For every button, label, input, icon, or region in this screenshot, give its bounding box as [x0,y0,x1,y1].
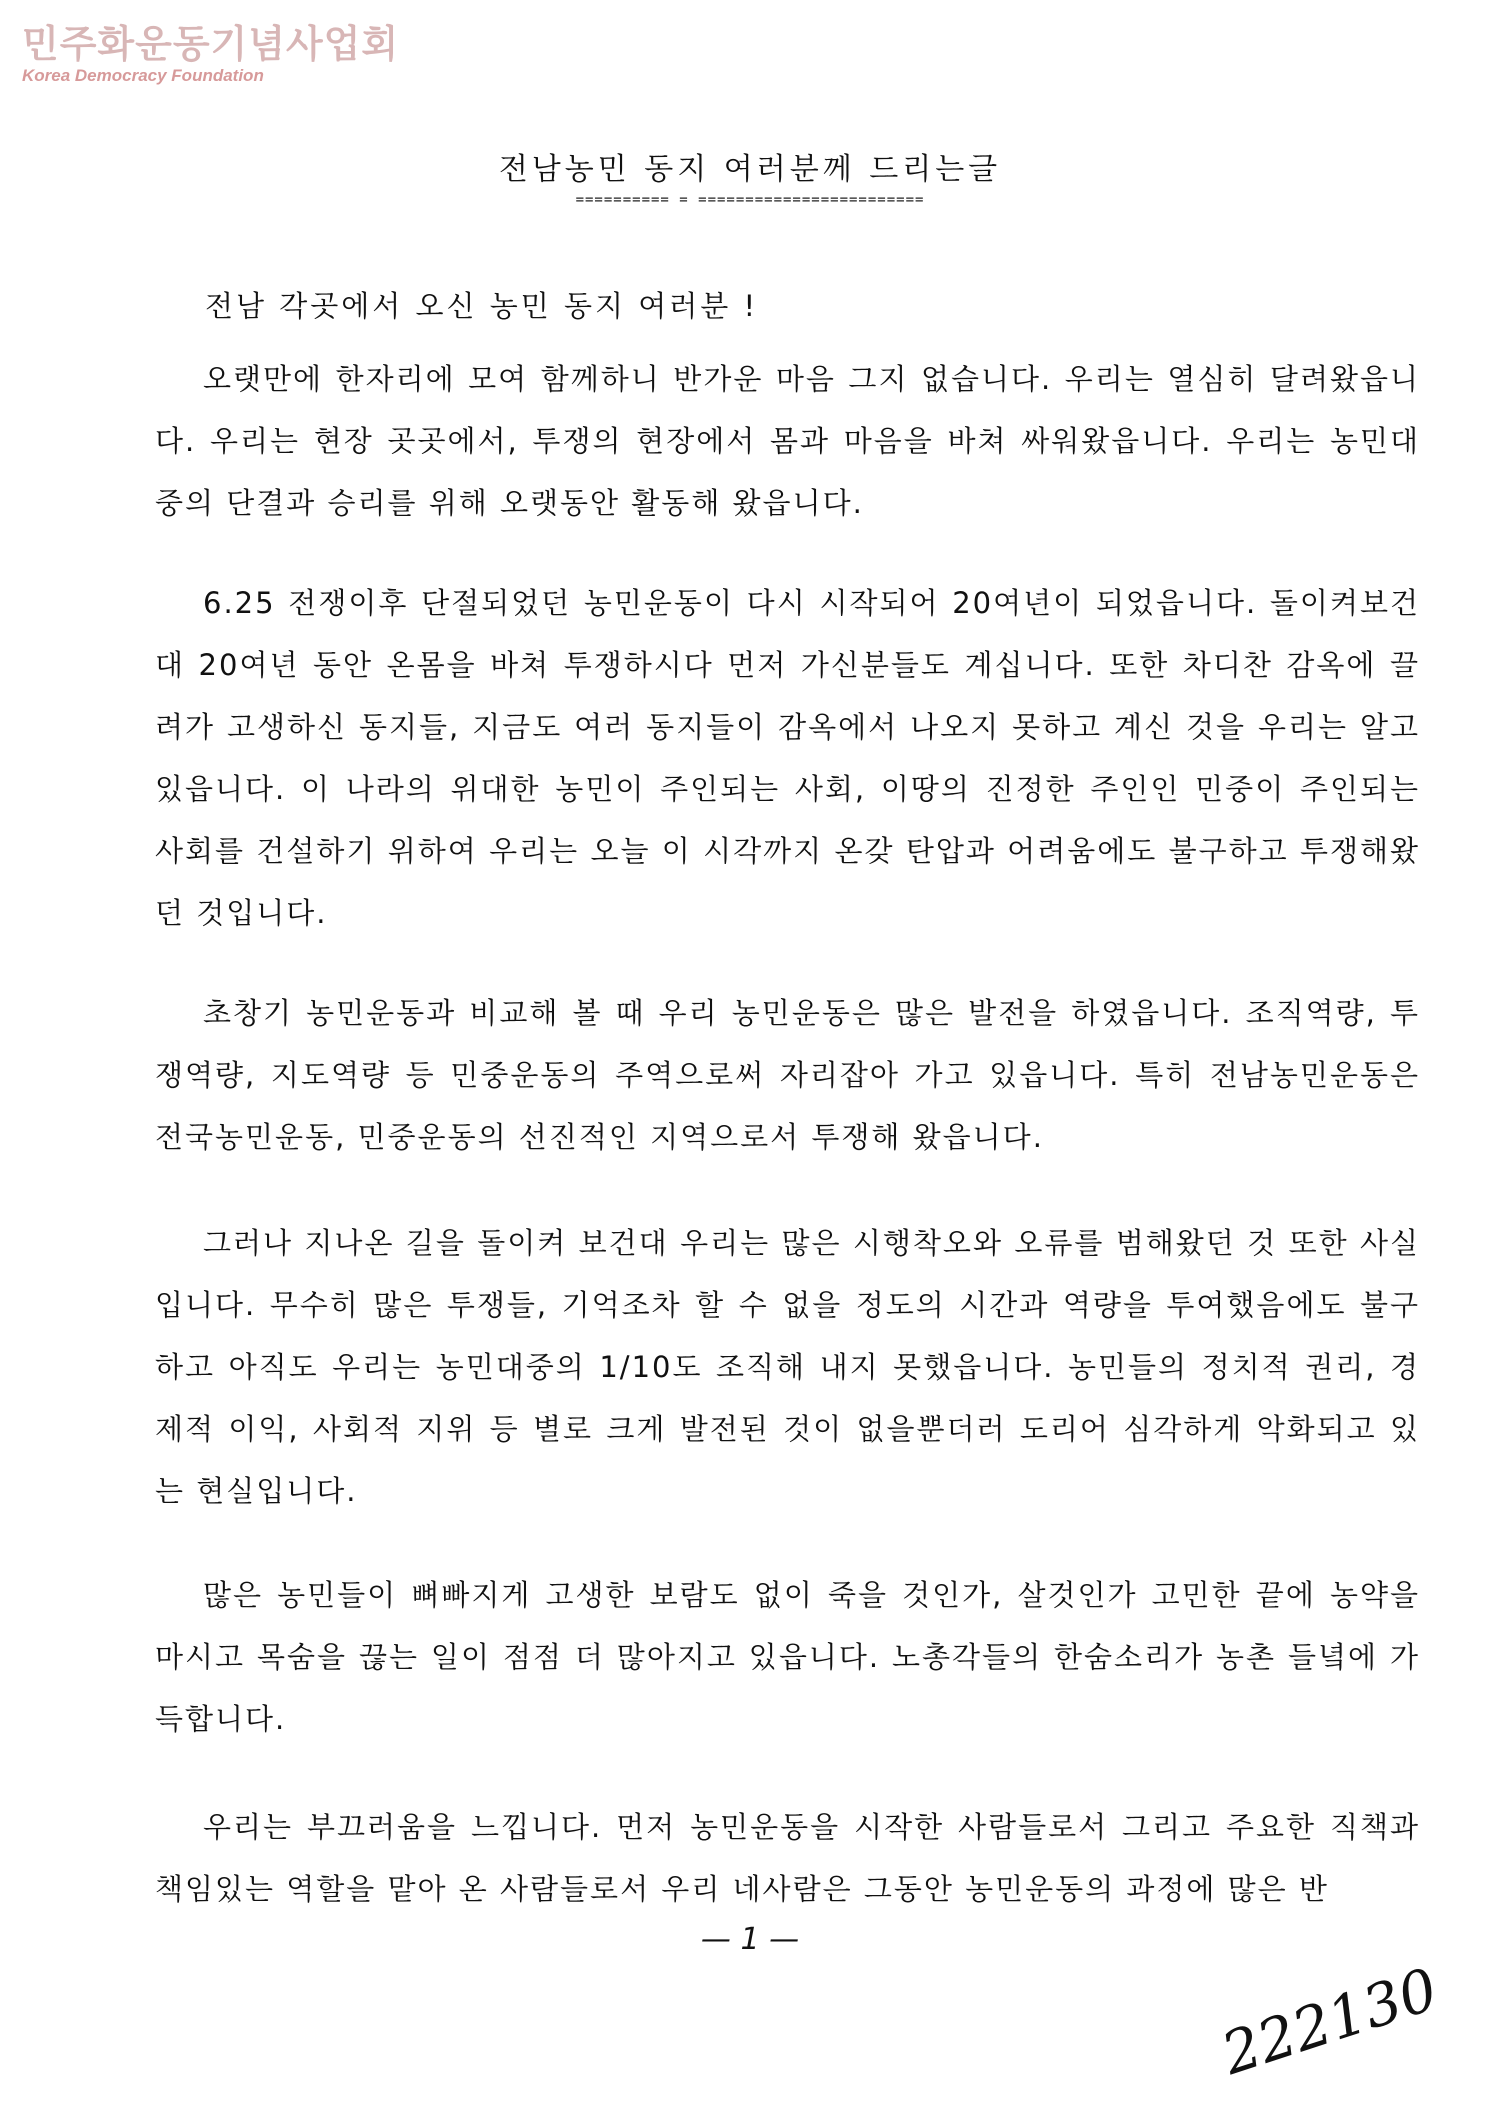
document-title: 전남농민 동지 여러분께 드리는글 [498,152,1002,187]
watermark-korean: 민주화운동기념사업회 [22,22,400,66]
watermark-english: Korea Democracy Foundation [22,66,264,85]
title-underline: ========== = ======================== [575,192,925,208]
paragraph-6: 우리는 부끄러움을 느낍니다. 먼저 농민운동을 시작한 사람들로서 그리고 주요한 직책과 책임있는 역할을 맡아 온 사람들로서 우리 네사람은 그동안 농민운동의 과정에 많은 반 [155,1810,1420,1906]
paragraph-2: 6.25 전쟁이후 단절되었던 농민운동이 다시 시작되어 20여년이 되었읍니다. 돌이켜보건대 20여년 동안 온몸을 바쳐 투쟁하시다 먼저 가신분들도 계십니다. 또한 차디찬 감옥에 끌려가 고생하신 동지들, 지금도 여러 동지들이 감옥에서 나오지 못하고 계신 것을 우리는 알고 있읍니다. 이 나라의 위대한 농민이 주인되는 사회, 이땅의 진정한 주인인 민중이 주인되는 사회를 건설하기 위하여 우리는 오늘 이 시각까지 온갖 탄압과 어려움에도 불구하고 투쟁해왔던 것입니다. [155,586,1420,930]
paragraph-3: 초창기 농민운동과 비교해 볼 때 우리 농민운동은 많은 발전을 하였읍니다. 조직역량, 투쟁역량, 지도역량 등 민중운동의 주역으로써 자리잡아 가고 있읍니다. 특히 전남농민운동은 전국농민운동, 민중운동의 선진적인 지역으로서 투쟁해 왔읍니다. [155,996,1420,1154]
salutation: 전남 각곳에서 오신 농민 동지 여러분 ! [205,289,759,323]
paragraph-5: 많은 농민들이 뼈빠지게 고생한 보람도 없이 죽을 것인가, 살것인가 고민한 끝에 농약을 마시고 목숨을 끊는 일이 점점 더 많아지고 있읍니다. 노총각들의 한숨소리가 농촌 들녘에 가득합니다. [155,1578,1420,1736]
handwritten-document-number: 222130 [1213,1954,1446,2088]
paragraph-1: 오랫만에 한자리에 모여 함께하니 반가운 마음 그지 없습니다. 우리는 열심히 달려왔읍니다. 우리는 현장 곳곳에서, 투쟁의 현장에서 몸과 마음을 바쳐 싸워왔읍니다. 우리는 농민대중의 단결과 승리를 위해 오랫동안 활동해 왔읍니다. [155,362,1421,520]
watermark-logo [22,22,399,86]
paragraph-4: 그러나 지나온 길을 돌이켜 보건대 우리는 많은 시행착오와 오류를 범해왔던 것 또한 사실입니다. 무수히 많은 투쟁들, 기억조차 할 수 없을 정도의 시간과 역량을 투여했음에도 불구하고 아직도 우리는 농민대중의 1/10도 조직해 내지 못했읍니다. 농민들의 정치적 권리, 경제적 이익, 사회적 지위 등 별로 크게 발전된 것이 없을뿐더러 도리어 심각하게 악화되고 있는 현실입니다. [155,1226,1420,1508]
page-number: — 1 — [700,1922,800,1957]
